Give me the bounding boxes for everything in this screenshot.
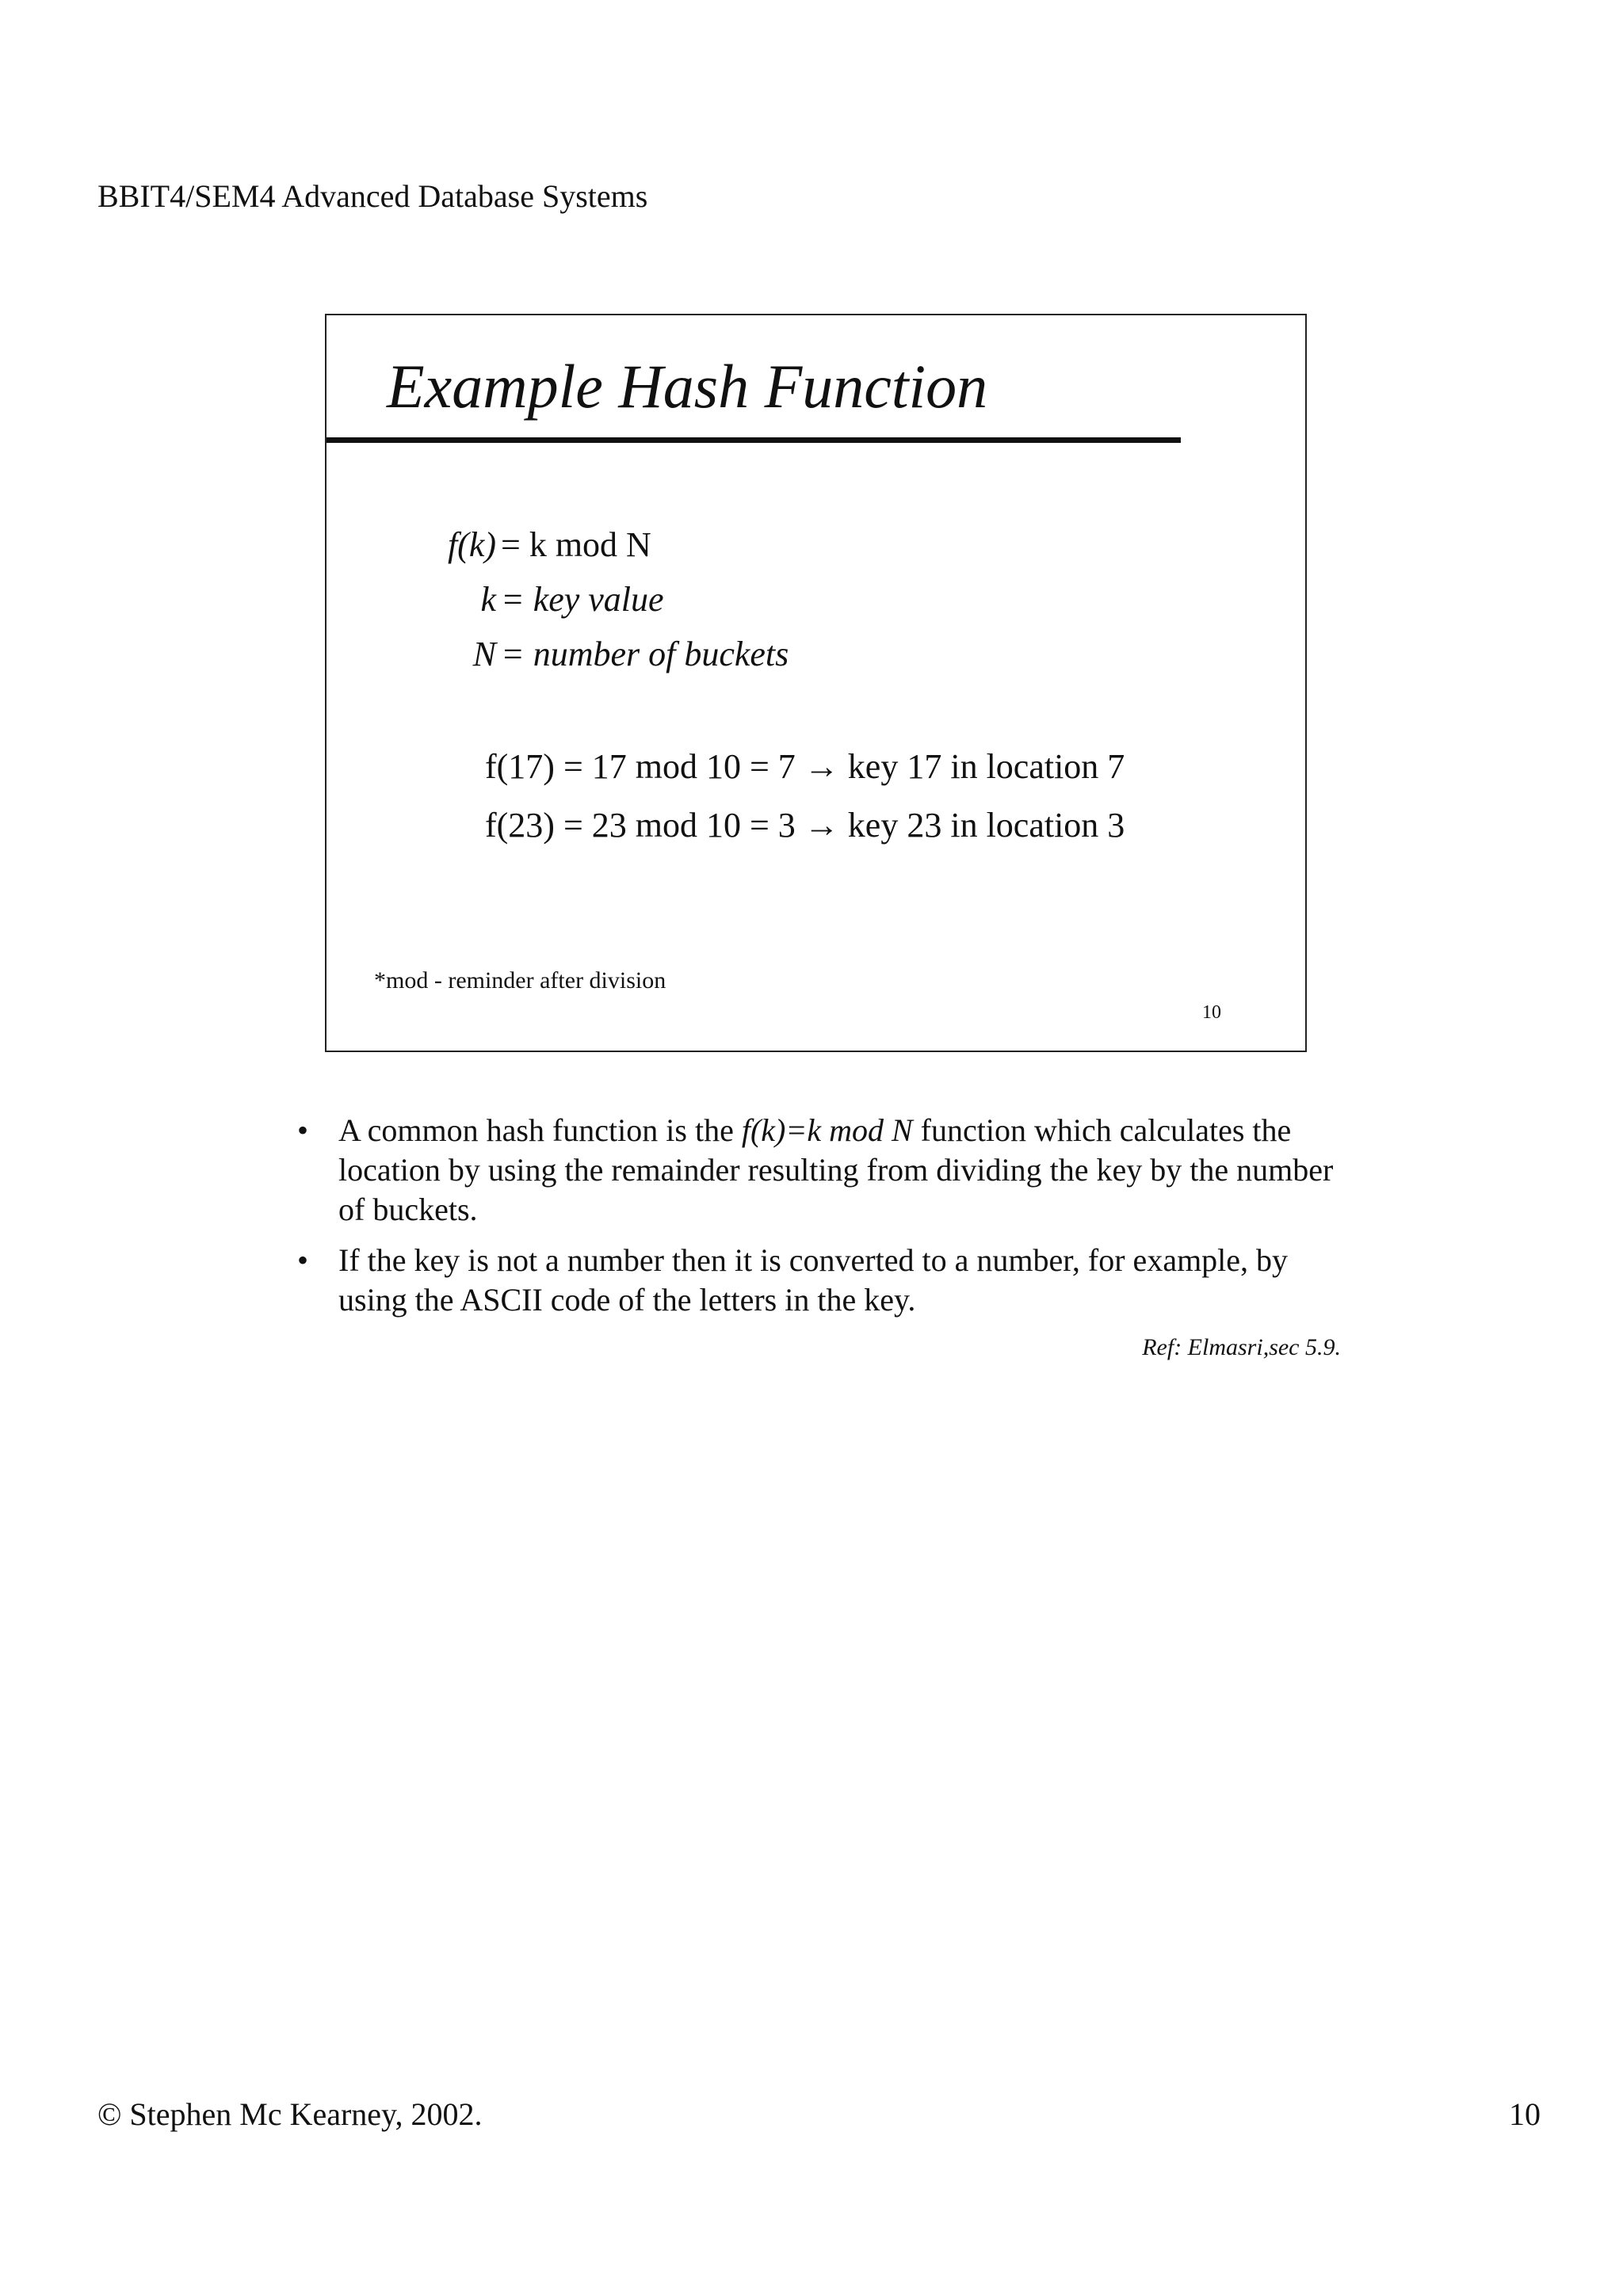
- footer-copyright: © Stephen Mc Kearney, 2002.: [97, 2096, 483, 2132]
- title-underline: [327, 437, 1181, 443]
- slide-number: 10: [1202, 1002, 1221, 1023]
- definition-lhs: N: [472, 635, 496, 673]
- bullet-text-after: function which calculates the location by using the remainder resulting from dividing the key by the number of buckets.: [338, 1112, 1334, 1227]
- slide-frame: [325, 314, 1307, 1052]
- slide-title: Example Hash Function: [387, 352, 988, 421]
- calculation-row-17: f(17) = 17 mod 10 = 7 → key 17 in location 7: [485, 747, 1125, 786]
- calculation-row-23: f(23) = 23 mod 10 = 3 → key 23 in location 3: [485, 806, 1125, 845]
- definition-lhs: k: [480, 580, 496, 619]
- speaker-notes: [289, 1111, 1359, 1331]
- page-header: BBIT4/SEM4 Advanced Database Systems: [97, 178, 648, 214]
- bullet-text-before: A common hash function is the: [338, 1112, 742, 1148]
- bullet-formula: f(k)=k mod N: [741, 1112, 913, 1148]
- bullet-marker: •: [297, 1112, 309, 1148]
- definition-rhs: = number of buckets: [501, 635, 789, 673]
- slide-footnote: *mod - reminder after division: [374, 967, 666, 994]
- footer-page-number: 10: [1509, 2096, 1541, 2132]
- definition-rhs: = k mod N: [501, 525, 651, 564]
- definition-lhs: f(k): [447, 525, 496, 564]
- definition-row-key: [327, 573, 664, 627]
- reference-note: Ref: Elmasri,sec 5.9.: [1142, 1334, 1341, 1360]
- bullet-item: [289, 1111, 1359, 1230]
- bullet-text: If the key is not a number then it is converted to a number, for example, by using the ASCII code of the letters in the key.: [338, 1242, 1289, 1318]
- definition-rhs: = key value: [501, 580, 664, 619]
- bullet-marker: •: [297, 1242, 309, 1278]
- bullet-item: [289, 1241, 1359, 1320]
- definition-row-function: [327, 518, 651, 572]
- definition-row-buckets: [327, 627, 789, 681]
